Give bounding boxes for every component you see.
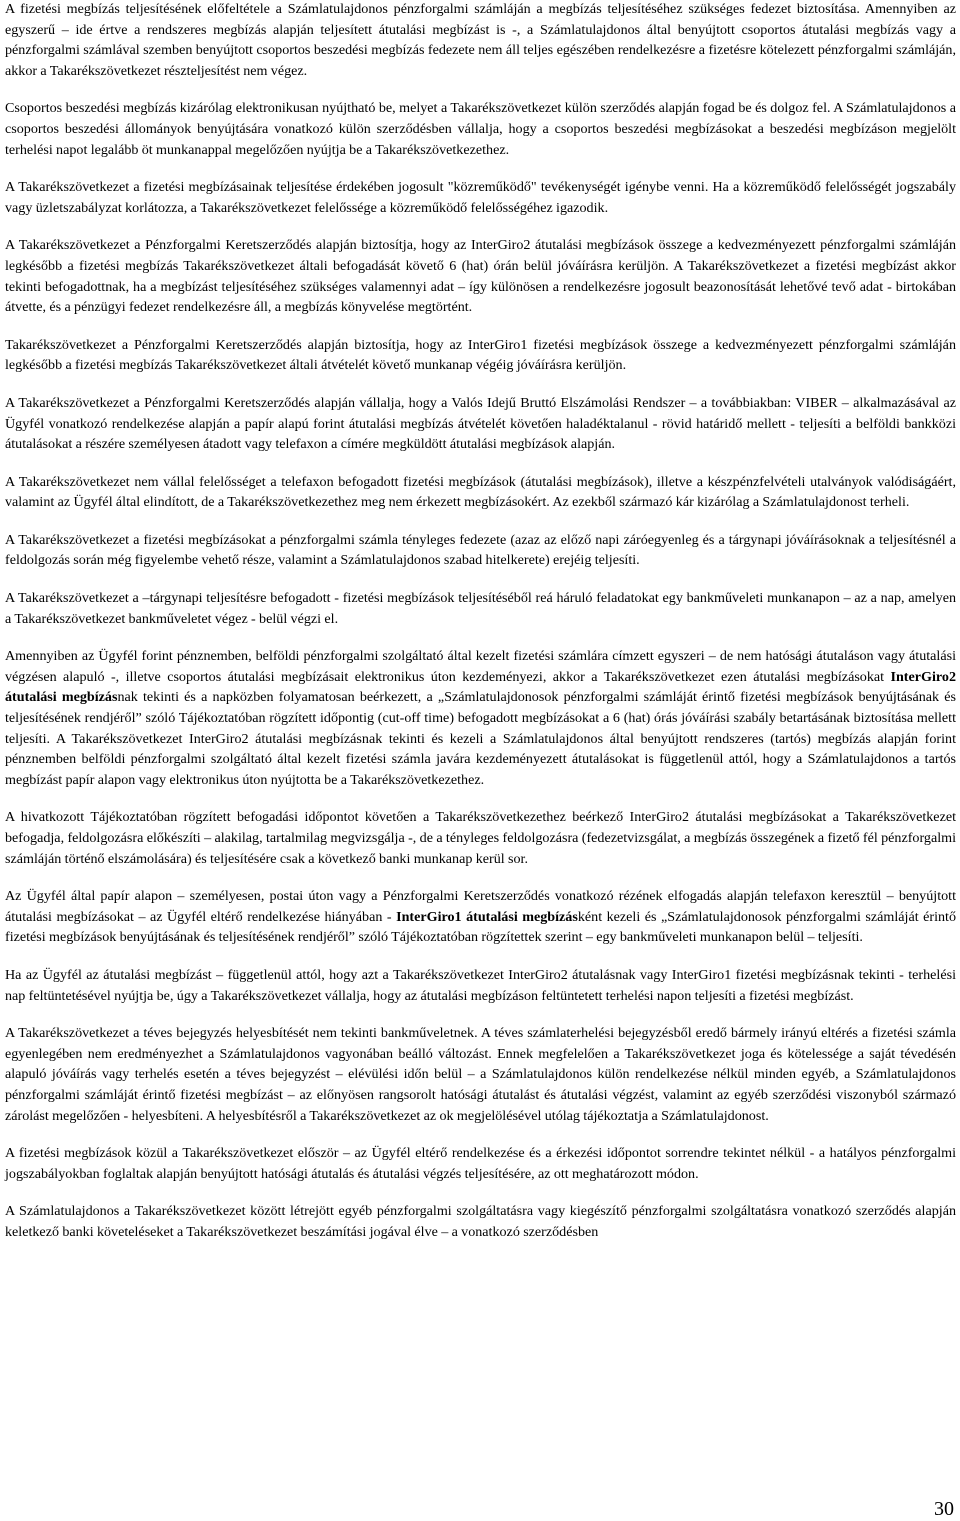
- document-page: [5, 0, 956, 1260]
- paragraph-text: A Takarékszövetkezet a fizetési megbízásokat a pénzforgalmi számla tényleges fedezete (azaz az előző napi záróegyenleg és a tárgynapi jóváírásoknak a teljesítésnél a feldolgozás során még figyelembe vehető része, valamint a Számlatulajdonos szabad hitelkerete) erejéig teljesíti.: [5, 531, 956, 569]
- paragraph-text: A fizetési megbízás teljesítésének előfeltétele a Számlatulajdonos pénzforgalmi számláján a megbízás teljesítéséhez szükséges fedezet biztosítása. Amennyiben az egyszerű – ide értve a rendszeres megbízás alapján teljesített átutalási megbízást is -, a Számlatulajdonos által benyújtott csoportos átutalási megbízás vagy a pénzforgalmi számlával szemben benyújtott csoportos beszedési megbízás fedezete nem áll teljes egészében rendelkezésre a fizetésre kötelezett pénzforgalmi számláján, akkor a Takarékszövetkezet részteljesítést nem végez.: [5, 1, 956, 79]
- bold-term: InterGiro1 átutalási megbízás: [396, 908, 578, 925]
- paragraph-text: nak tekinti és a napközben folyamatosan beérkezett, a „Számlatulajdonosok pénzforgalmi számláját érintő fizetési megbízások benyújtásának és teljesítésének rendjéről” szóló Tájékoztatóban rögzített időpontig (cut-off time) befogadott megbízásokat a 6 (hat) órás jóváírási szabály betartásának biztosítása mellett teljesíti. A Takarékszövetkezet InterGiro2 átutalási megbízásnak tekinti és kezeli a Számlatulajdonos által benyújtott rendszeres (tartós) megbízás alapján forint pénznemben belföldi pénzforgalmi szolgáltató által kezelt fizetési számla javára kezdeményezett átutalásokat is függetlenül attól, hogy a Számlatulajdonos a tartós megbízást papír alapon vagy elektronikus úton nyújtotta be a Takarékszövetkezethez.: [5, 689, 957, 788]
- paragraph: [5, 646, 956, 790]
- paragraph: [5, 1143, 956, 1184]
- paragraph-list: [5, 0, 956, 1243]
- paragraph-text: Csoportos beszedési megbízás kizárólag elektronikusan nyújtható be, melyet a Takarékszövetkezet külön szerződés alapján fogad be és dolgoz fel. A Számlatulajdonos a csoportos beszedési állományok benyújtására vonatkozó külön szerződésben vállalja, hogy a csoportos beszedési megbízásokat a beszedési megbízáson megjelölt terhelési napot legalább öt munkanappal megelőzően nyújtja be a Takarékszövetkezethez.: [5, 100, 956, 158]
- paragraph-text: A fizetési megbízások közül a Takarékszövetkezet először – az Ügyfél eltérő rendelkezése és a érkezési időpontot sorrendre tekintet nélkül - a hatályos pénzforgalmi jogszabályokban foglaltak alapján benyújtott hatósági átutalás és átutalási végzés teljesítésére, az ott meghatározott módon.: [5, 1145, 956, 1182]
- paragraph: [5, 886, 956, 948]
- paragraph-text: Takarékszövetkezet a Pénzforgalmi Keretszerződés alapján biztosítja, hogy az InterGiro1 fizetési megbízások összege a kedvezményezett pénzforgalmi számláján legkésőbb a fizetési megbízás Takarékszövetkezet általi átvételét követő munkanap végéig jóváírásra kerüljön.: [5, 336, 956, 374]
- paragraph-text: A hivatkozott Tájékoztatóban rögzített befogadási időpontot követően a Takarékszövetkezethez beérkező InterGiro2 átutalási megbízásokat a Takarékszövetkezet befogadja, feldolgozásra előkészíti – alakilag, tartalmilag megvizsgálja -, de a tényleges feldolgozásra (fedezetvizsgálat, a megbízás összegének a fizető fél pénzforgalmi számláján történő elszámolására) és teljesítésére csak a következő banki munkanap kerül sor.: [5, 809, 956, 867]
- paragraph-text: A Takarékszövetkezet a téves bejegyzés helyesbítését nem tekinti bankműveletnek. A téves számlaterhelési bejegyzésből eredő bármely irányú eltérés a fizetési számla egyenlegében nem eredményezhet a Számlatulajdonos vagyonában beálló változást. Ennek megfelelően a Takarékszövetkezet joga és kötelessége a saját tévedésén alapuló jóváírás vagy terhelés esetén a téves bejegyzést – elévülési időn belül – a Számlatulajdonos külön rendelkezése nélkül minden egyéb, a Számlatulajdonos pénzforgalmi számláját érintő fizetési megbízást – az előnyösen rangsorolt hatósági átutalást és átutalási végzést, valamint az egyéb szerződési viszonyból származó zárolást megelőzően - helyesbíteni. A helyesbítésről a Takarékszövetkezet az ok megjelölésével utólag tájékoztatja a Számlatulajdonost.: [5, 1025, 956, 1124]
- paragraph: [5, 98, 956, 160]
- paragraph: [5, 235, 956, 317]
- paragraph-text: Az Ügyfél által papír alapon – személyesen, postai úton vagy a Pénzforgalmi Keretszerződés vonatkozó rézének elfogadás alapján telefaxon keresztül – benyújtott átutalási megbízásokat – az Ügyfél eltérő rendelkezése hiányában -: [5, 888, 956, 925]
- paragraph: [5, 0, 956, 81]
- paragraph: [5, 393, 956, 455]
- paragraph-text: A Takarékszövetkezet nem vállal felelősséget a telefaxon befogadott fizetési megbízások (átutalási megbízások), illetve a készpénzfelvételi utalványok valódiságáért, valamint az Ügyfél által elindított, de a Takarékszövetkezethez meg nem érkezett megbízásokért. Az ezekből származó kár kizárólag a Számlatulajdonost terheli.: [5, 473, 956, 511]
- page-number: 30: [934, 1498, 954, 1520]
- paragraph-text: A Takarékszövetkezet a Pénzforgalmi Keretszerződés alapján biztosítja, hogy az InterGiro2 átutalási megbízások összege a kedvezményezett pénzforgalmi számláján legkésőbb a fizetési megbízás Takarékszövetkezet általi befogadását követő 6 (hat) órán belül jóváírásra kerüljön. A Takarékszövetkezet a fizetési megbízást akkor tekinti befogadottnak, ha a megbízást teljesítéséhez szükséges valamennyi adat – így különösen a rendelkezésre jogosult beazonosítását lehetővé tevő adat - birtokában átvette, és a pénzügyi fedezet rendelkezésre áll, a megbízás könyvelése megtörtént.: [5, 237, 956, 316]
- paragraph: [5, 1023, 956, 1126]
- bold-term: InterGiro2 átutalási megbízás: [5, 668, 956, 706]
- paragraph: [5, 177, 956, 218]
- paragraph: [5, 335, 956, 376]
- paragraph: [5, 1201, 956, 1242]
- paragraph: [5, 530, 956, 571]
- paragraph: [5, 965, 956, 1006]
- paragraph-text: Ha az Ügyfél az átutalási megbízást – függetlenül attól, hogy azt a Takarékszövetkezet InterGiro2 átutalásnak vagy InterGiro1 fizetési megbízásnak tekinti - terhelési nap feltüntetésével nyújtja be, úgy a Takarékszövetkezet vállalja, hogy az átutalási megbízáson feltüntetett terhelési napon teljesíti a fizetési megbízást.: [5, 966, 956, 1004]
- paragraph-text: A Takarékszövetkezet a Pénzforgalmi Keretszerződés alapján vállalja, hogy a Valós Idejű Bruttó Elszámolási Rendszer – a továbbiakban: VIBER – alkalmazásával az Ügyfél vonatkozó rendelkezése alapján a papír alapú forint átutalási megbízás átvételét követően haladéktalanul - rövid határidő mellett - teljesíti a belföldi bankközi átutalásokat a részére személyesen átadott vagy telefaxon a címére megküldött átutalási megbízások alapján.: [5, 394, 956, 453]
- paragraph: [5, 472, 956, 513]
- paragraph-text: A Takarékszövetkezet a –tárgynapi teljesítésre befogadott - fizetési megbízások teljesítéséből reá háruló feladatokat egy bankműveleti munkanapon – az a nap, amelyen a Takarékszövetkezet bankműveletet végez - belül végzi el.: [5, 590, 956, 627]
- paragraph-text: Amennyiben az Ügyfél forint pénznemben, belföldi pénzforgalmi szolgáltató által kezelt fizetési számlára címzett egyszeri – de nem hatósági átutaláson vagy átutalási végzésen alapuló -, illetve csoportos átutalási megbízásait elektronikus úton kezdeményezi, akkor a Takarékszövetkezet ezen átutalási megbízásokat: [5, 648, 956, 685]
- paragraph: [5, 588, 956, 629]
- paragraph-text: A Számlatulajdonos a Takarékszövetkezet között létrejött egyéb pénzforgalmi szolgáltatásra vagy kiegészítő pénzforgalmi szolgáltatásra vonatkozó szerződés alapján keletkező banki követeléseket a Takarékszövetkezet beszámítási jogával élve – a vonatkozó szerződésben: [5, 1203, 956, 1240]
- paragraph-text: A Takarékszövetkezet a fizetési megbízásainak teljesítése érdekében jogosult "közreműködő" tevékenységét igénybe venni. Ha a közreműködő felelősségét jogszabály vagy üzletszabályzat korlátozza, a Takarékszövetkezet felelőssége a közreműködő felelősségéhez igazodik.: [5, 179, 956, 216]
- paragraph: [5, 807, 956, 869]
- paragraph-text: ként kezeli és „Számlatulajdonosok pénzforgalmi számláját érintő fizetési megbízások benyújtásának és teljesítésének rendjéről” szóló Tájékoztatóban rögzítettek szerint – egy bankműveleti munkanapon belül – teljesíti.: [5, 908, 956, 946]
